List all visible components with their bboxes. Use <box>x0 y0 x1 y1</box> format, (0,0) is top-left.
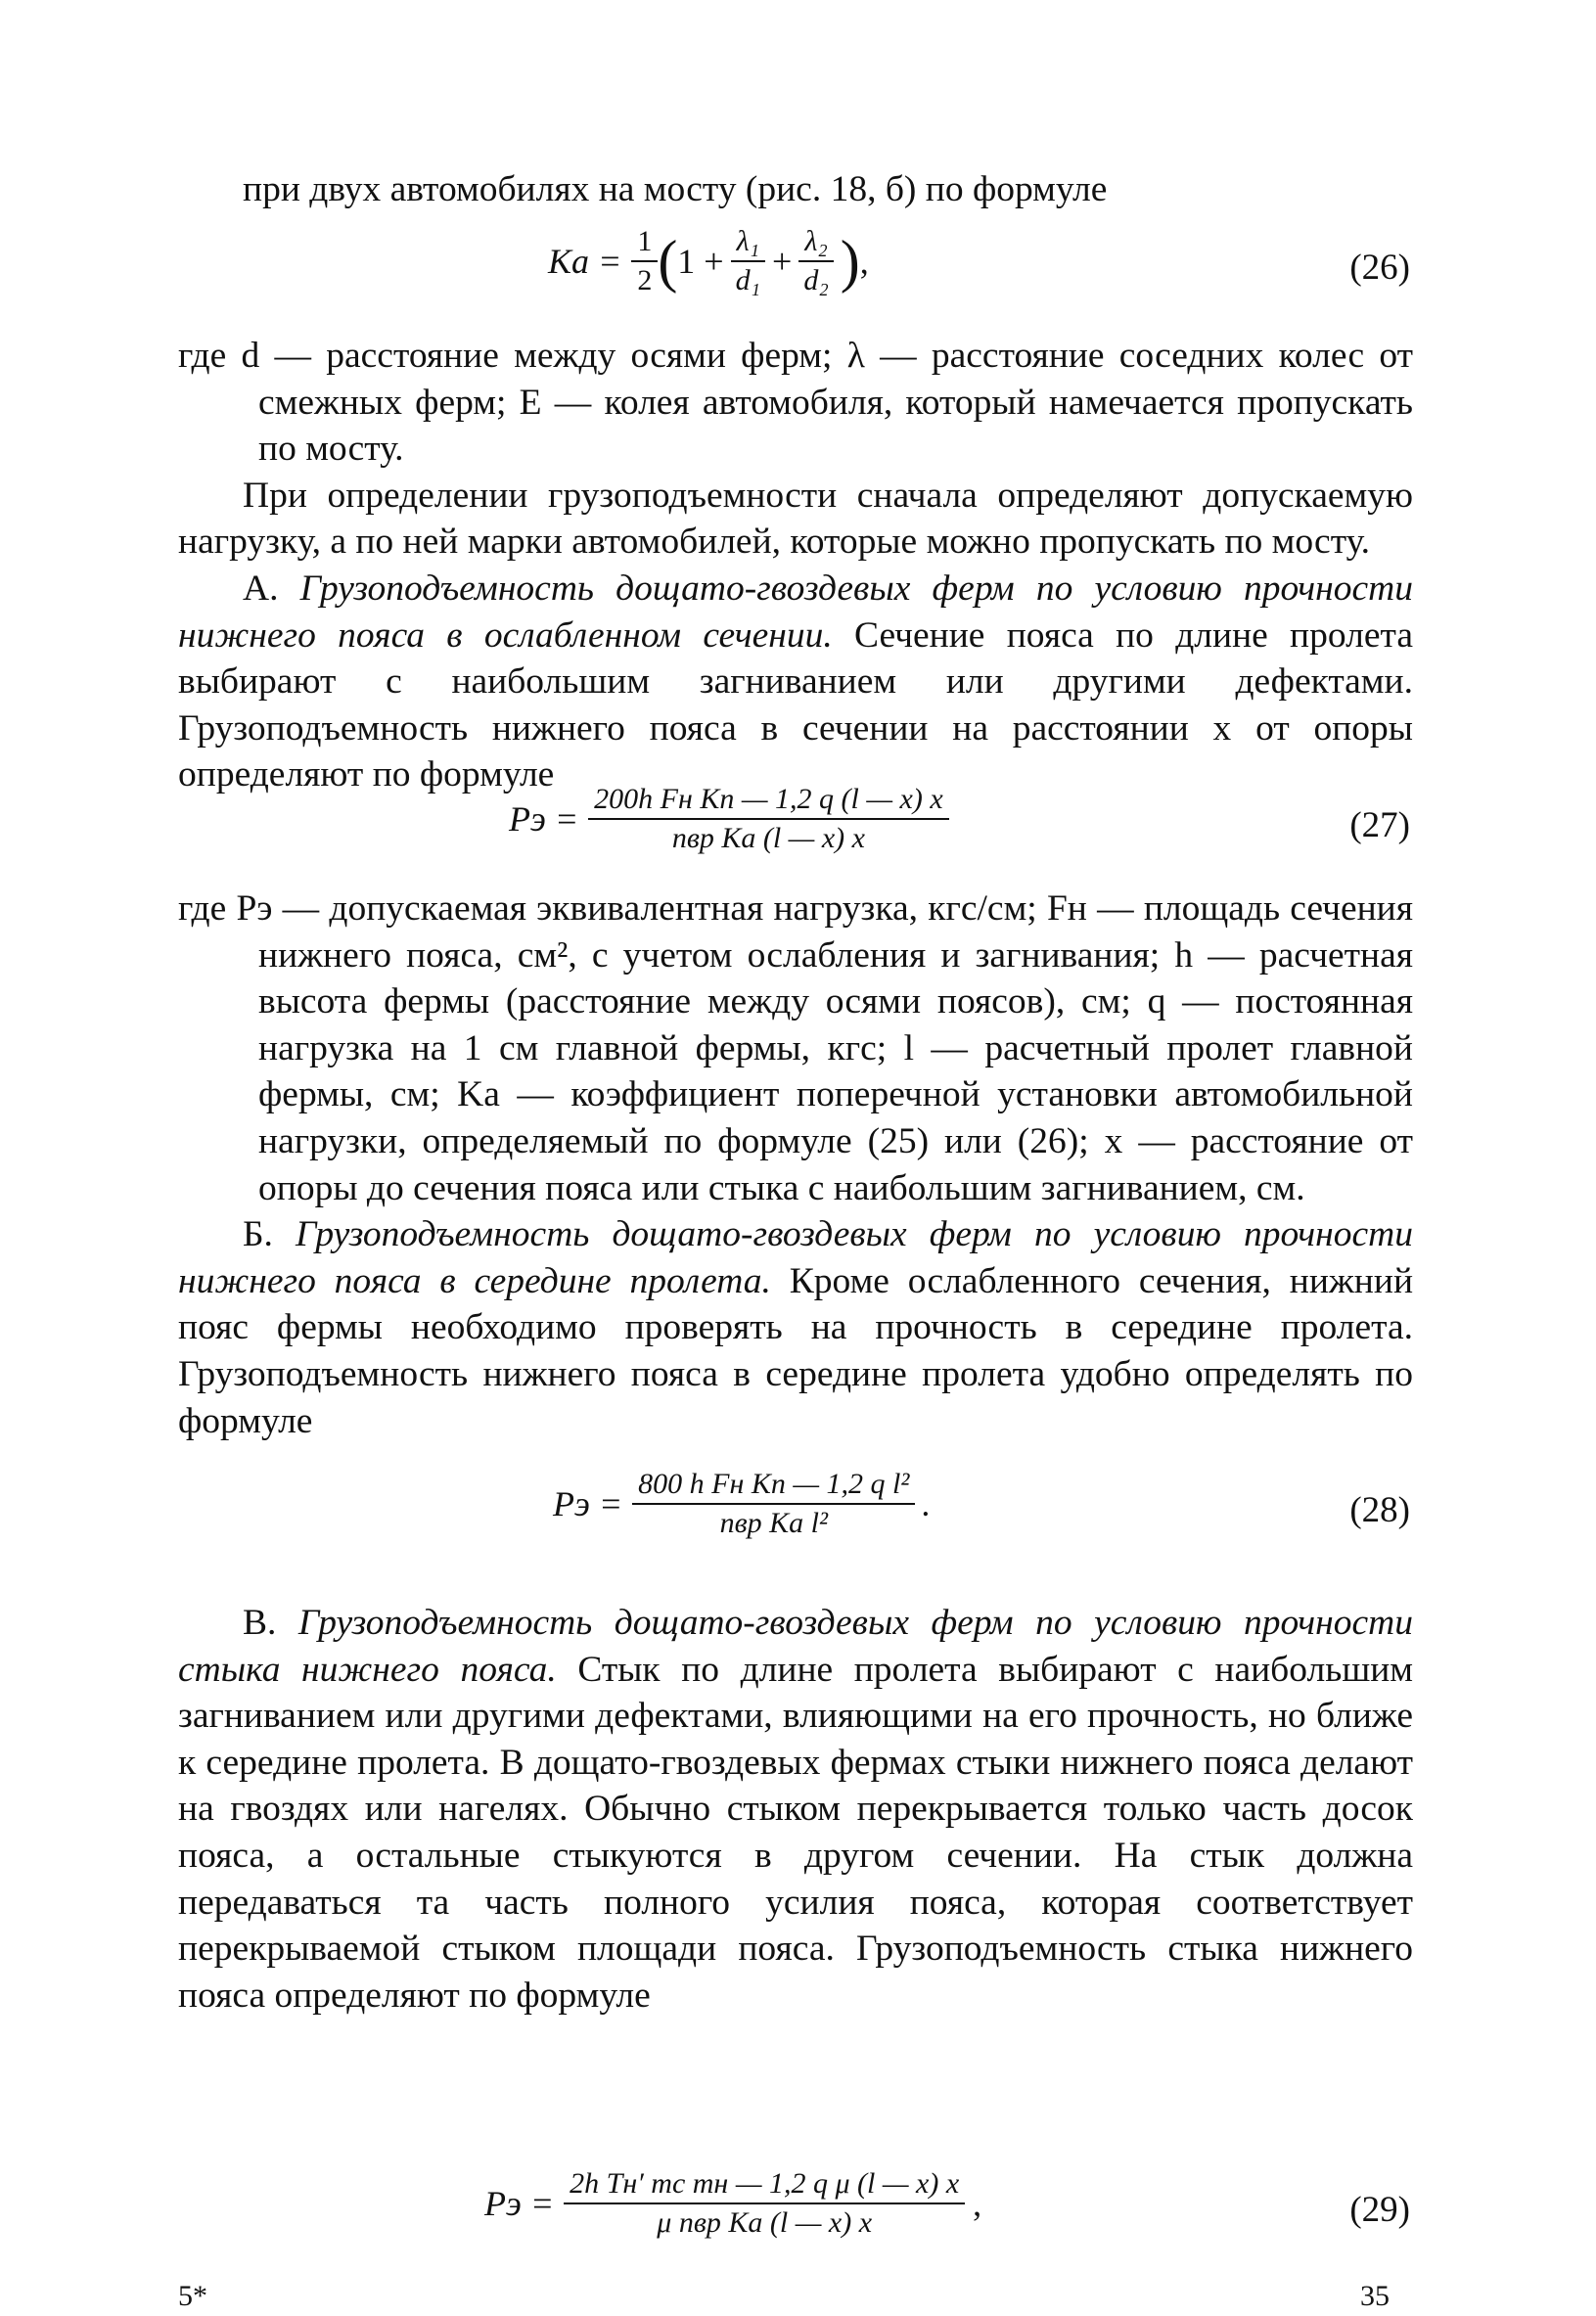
formula-29-tail: , <box>973 2184 982 2223</box>
where-27: где Pэ — допускаемая эквивалентная нагрузка, кгс/см; Fн — площадь сечения нижнего пояса, см², с учетом ослабления и загнивания; h — расчетная высота фермы (расстояние между осями поясов), см; q — постоянная нагрузка на 1 см главной фермы, кгс; l — расчетный пролет главной фермы, см; Kа — коэффициент поперечной установки автомобильной нагрузки, определяемый по формуле (25) или (26); x — расстояние от опоры до сечения пояса или стыка с наибольшим загниванием, см. <box>178 888 1413 1208</box>
formula-29-den: μ nвр Kа (l — x) x <box>657 2206 873 2239</box>
formula-28-body <box>553 1468 930 1540</box>
where-26: где d — расстояние между осями ферм; λ — расстояние соседних колес от смежных ферм; Е — колея автомобиля, который намечается пропускать по мосту. <box>178 336 1413 470</box>
formula-29-body <box>484 2167 981 2240</box>
formula-27-body <box>509 783 949 855</box>
formula-27-num: 200h Fн Kп — 1,2 q (l — x) x <box>588 783 949 820</box>
formula-27-den: nвр Kа (l — x) x <box>671 822 865 854</box>
section-a-title: Грузоподъемность дощато-гвоздевых ферм по условию прочности нижнего пояса в ослабленном сечении. <box>178 568 1414 656</box>
section-b-text: Кроме ослабленного сечения, нижний пояс фермы необходимо проверять на прочность в середине пролета. Грузоподъемность нижнего пояса в середине пролета удобно определять по формуле <box>178 1260 1414 1441</box>
section-a-label: А. <box>243 568 279 609</box>
section-a <box>178 566 1413 798</box>
section-v-title: Грузоподъемность дощато-гвоздевых ферм по условию прочности стыка нижнего пояса. <box>178 1603 1413 1690</box>
formula-28-den: nвр Kа l² <box>719 1507 828 1539</box>
formula-26 <box>0 225 1596 323</box>
formula-26-coef <box>631 225 658 297</box>
formula-26-frac1-den: d₁ <box>735 264 761 296</box>
formula-28 <box>0 1468 1596 1566</box>
formula-26-tail: , <box>859 242 869 281</box>
formula-27-frac <box>588 783 949 855</box>
paragraph-1: При определении грузоподъемности сначала определяют допускаемую нагрузку, а по ней марки автомобилей, которые можно пропускать по мосту. <box>178 475 1413 563</box>
section-v-text: Стык по длине пролета выбирают с наибольшим загниванием или другими дефектами, влияющими на его прочность, но ближе к середине пролета. В дощато-гвоздевых фермах стыки нижнего пояса делают на гвоздях или нагелях. Обычно стыком перекрывается только часть досок пояса, а остальные стыкуются в другом сечении. На стык должна передаваться та часть полного усилия пояса, которая соответствует перекрываемой стыком площади пояса. Грузоподъемность стыка нижнего пояса определяют по формуле <box>178 1649 1413 2016</box>
formula-26-close: ) <box>840 229 860 294</box>
formula-29-num: 2h Tн′ mс mн — 1,2 q μ (l — x) x <box>564 2167 965 2204</box>
formula-26-coef-num: 1 <box>631 225 658 262</box>
formula-28-lhs: Pэ = <box>553 1484 623 1523</box>
formula-26-coef-den: 2 <box>637 264 653 296</box>
section-b <box>178 1211 1413 1444</box>
formula-28-number: (28) <box>1349 1490 1410 1530</box>
intro-line: при двух автомобилях на мосту (рис. 18, б) по формуле <box>243 169 1108 209</box>
body-block-2 <box>178 886 1413 1444</box>
formula-26-frac2 <box>798 225 834 297</box>
formula-29 <box>0 2167 1596 2265</box>
section-b-title: Грузоподъемность дощато-гвоздевых ферм по условию прочности нижнего пояса в середине пролета. <box>178 1214 1413 1301</box>
intro-block <box>178 166 1413 213</box>
formula-29-frac <box>564 2167 965 2240</box>
body-block-3 <box>178 1600 1413 2019</box>
formula-27 <box>0 783 1596 881</box>
formula-26-frac2-num: λ₂ <box>798 225 833 262</box>
formula-26-frac2-den: d₂ <box>803 264 829 296</box>
formula-26-body <box>548 225 869 297</box>
section-v-label: В. <box>243 1603 277 1643</box>
section-b-label: Б. <box>243 1214 273 1255</box>
formula-26-open: ( <box>658 229 678 294</box>
formula-29-number: (29) <box>1349 2190 1410 2230</box>
formula-29-lhs: Pэ = <box>484 2184 555 2223</box>
page-number: 35 <box>1360 2280 1390 2312</box>
formula-26-frac1 <box>730 225 766 297</box>
formula-27-number: (27) <box>1349 805 1410 845</box>
formula-28-frac <box>632 1468 915 1540</box>
formula-26-number: (26) <box>1349 248 1410 288</box>
body-block-1 <box>178 333 1413 798</box>
formula-26-lhs: Kа = <box>548 242 622 281</box>
formula-27-lhs: Pэ = <box>509 799 579 839</box>
section-a-text: Сечение пояса по длине пролета выбирают с наибольшим загниванием или другими дефектами. Грузоподъемность нижнего пояса в сечении на расстоянии x от опоры определяют по формуле <box>178 614 1413 795</box>
formula-28-tail: . <box>921 1484 931 1523</box>
section-v <box>178 1600 1413 2019</box>
formula-26-frac1-num: λ₁ <box>731 225 765 262</box>
formula-26-one-plus: 1 + <box>677 242 724 281</box>
signature-mark: 5* <box>178 2280 207 2312</box>
formula-26-plus: + <box>772 242 793 281</box>
formula-28-num: 800 h Fн Kп — 1,2 q l² <box>632 1468 915 1505</box>
